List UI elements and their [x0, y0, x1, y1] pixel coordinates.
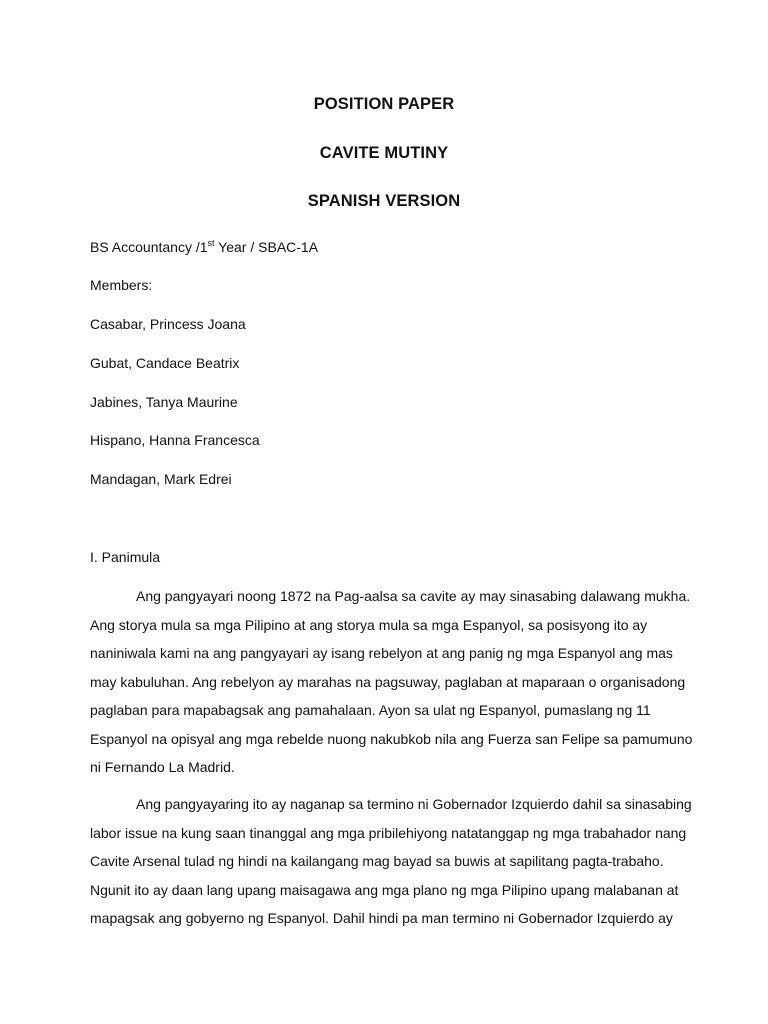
course-suffix: Year / SBAC-1A: [214, 239, 319, 255]
course-line: [90, 239, 318, 255]
member-name: Jabines, Tanya Maurine: [90, 394, 238, 410]
document-title: POSITION PAPER: [313, 95, 455, 113]
section-heading: I. Panimula: [90, 549, 161, 565]
paragraph-line: may kabuluhan. Ang rebelyon ay marahas na pagsuway, paglaban at maparaan o organisadong: [90, 673, 686, 690]
paragraph-line: mapagsak ang gobyerno ng Espanyol. Dahil hindi pa man termino ni Gobernador Izquierdo ay: [90, 910, 673, 926]
paragraph-line: labor issue na kung saan tinanggal ang mga pribilehiyong natatanggap ng mga trabahador nang: [90, 824, 687, 841]
member-name: Hispano, Hanna Francesca: [90, 432, 260, 448]
member-name: Gubat, Candace Beatrix: [90, 355, 240, 371]
member-name: Casabar, Princess Joana: [90, 316, 246, 332]
paragraph-line: Ngunit ito ay daan lang upang maisagawa ang mga plano ng mga Pilipino upang malabanan at: [90, 881, 679, 898]
course-prefix: BS Accountancy /1: [90, 239, 208, 255]
paragraph-line: Ang pangyayari noong 1872 na Pag-aalsa sa cavite ay may sinasabing dalawang mukha.: [136, 588, 691, 604]
paragraph-line: Ang storya mula sa mga Pilipino at ang storya mula sa mga Espanyol, sa posisyong ito ay: [90, 616, 648, 633]
paragraph-line: Cavite Arsenal tulad ng hindi na kailangang mag bayad sa buwis at sapilitang pagta-trabaho.: [90, 853, 664, 869]
document-version-heading: SPANISH VERSION: [307, 192, 461, 210]
paragraph-line: Espanyol na opisyal ang mga rebelde nuong nakubkob nila ang Fuerza san Felipe sa pamumuno: [90, 730, 693, 747]
paragraph-line: Ang pangyayaring ito ay naganap sa termino ni Gobernador Izquierdo dahil sa sinasabing: [136, 796, 692, 812]
members-label: Members:: [90, 277, 153, 293]
paragraph-line: naniniwala kami na ang pangyayari ay isang rebelyon at ang panig ng mga Espanyol ang mas: [90, 645, 673, 661]
document-subtitle: CAVITE MUTINY: [319, 144, 449, 162]
member-name: Mandagan, Mark Edrei: [90, 471, 232, 487]
paragraph-line: paglaban para mapabagsak ang pamahalaan. Ayon sa ulat ng Espanyol, pumaslang ng 11: [90, 702, 651, 718]
paragraph-line: ni Fernando La Madrid.: [90, 759, 235, 775]
course-superscript: st: [207, 238, 215, 248]
